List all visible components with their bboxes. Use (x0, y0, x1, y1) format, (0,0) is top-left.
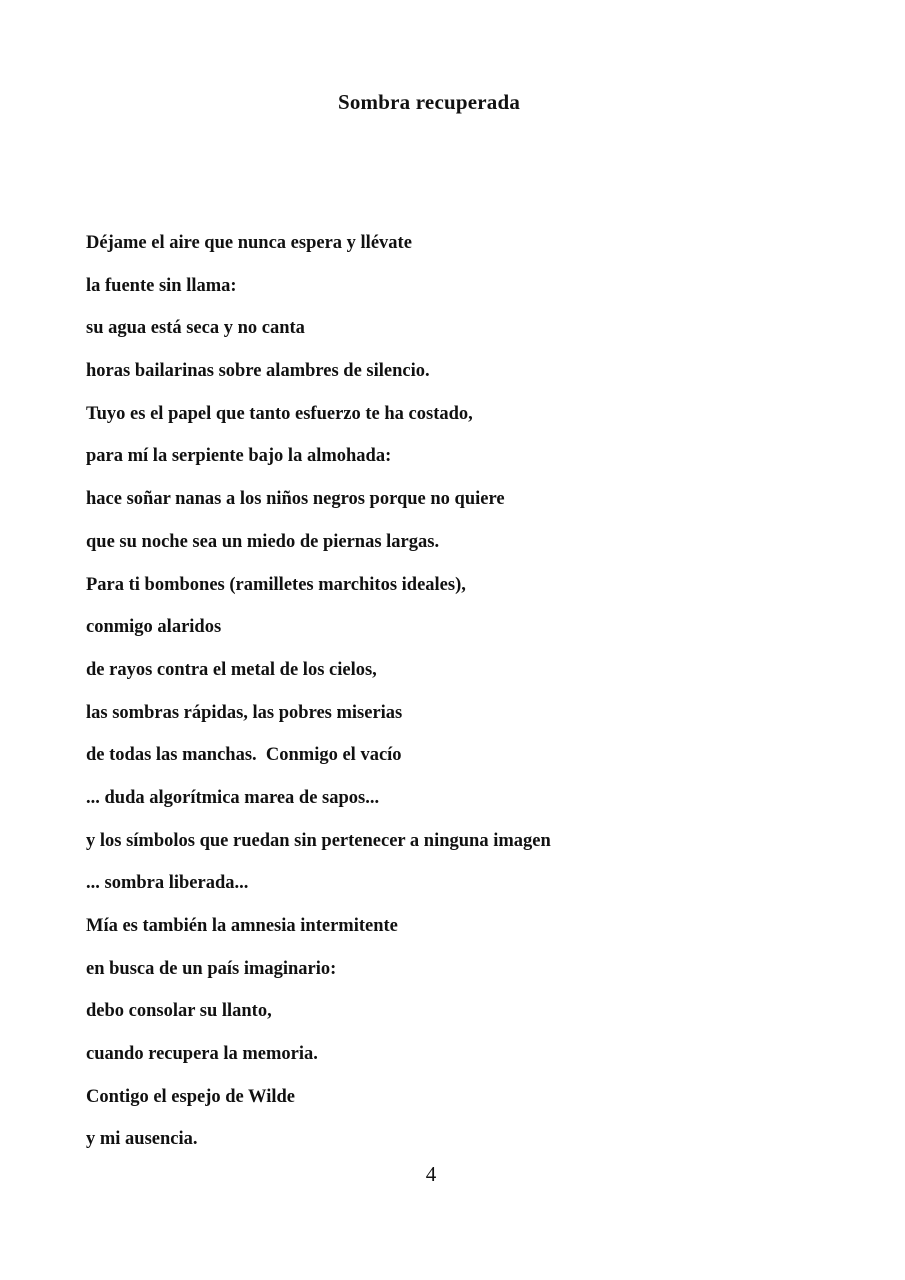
page-number: 4 (425, 1162, 437, 1186)
verse-line: y los símbolos que ruedan sin pertenecer a ninguna imagen (86, 830, 551, 851)
verse-line: Contigo el espejo de Wilde (86, 1086, 295, 1107)
verse-line: ... sombra liberada... (86, 873, 249, 894)
verse-line: Para ti bombones (ramilletes marchitos ideales), (86, 574, 466, 595)
verse-line: de todas las manchas. Conmigo el vacío (86, 745, 402, 766)
verse-line: para mí la serpiente bajo la almohada: (86, 446, 392, 467)
verse-line: Déjame el aire que nunca espera y llévate (86, 233, 412, 253)
verse-line: y mi ausencia. (86, 1129, 198, 1150)
verse-line: horas bailarinas sobre alambres de silencio. (86, 361, 430, 382)
poem-title: Sombra recuperada (337, 90, 521, 114)
verse-line: Mía es también la amnesia intermitente (86, 916, 398, 936)
verse-line: ... duda algorítmica marea de sapos... (86, 787, 380, 808)
verse-line: debo consolar su llanto, (86, 1001, 272, 1022)
verse-line: cuando recupera la memoria. (86, 1044, 318, 1065)
verse-line: que su noche sea un miedo de piernas largas. (86, 531, 440, 552)
verse-line: de rayos contra el metal de los cielos, (86, 659, 377, 680)
verse-line: hace soñar nanas a los niños negros porque no quiere (86, 489, 505, 510)
verse-line: la fuente sin llama: (86, 275, 237, 296)
verse-line: conmigo alaridos (86, 617, 222, 638)
verse-line: su agua está seca y no canta (86, 318, 305, 339)
verse-line: Tuyo es el papel que tanto esfuerzo te ha costado, (86, 403, 473, 424)
verse-line: las sombras rápidas, las pobres miserias (86, 702, 403, 723)
verse-line: en busca de un país imaginario: (86, 958, 337, 979)
poem-body (86, 222, 806, 1161)
